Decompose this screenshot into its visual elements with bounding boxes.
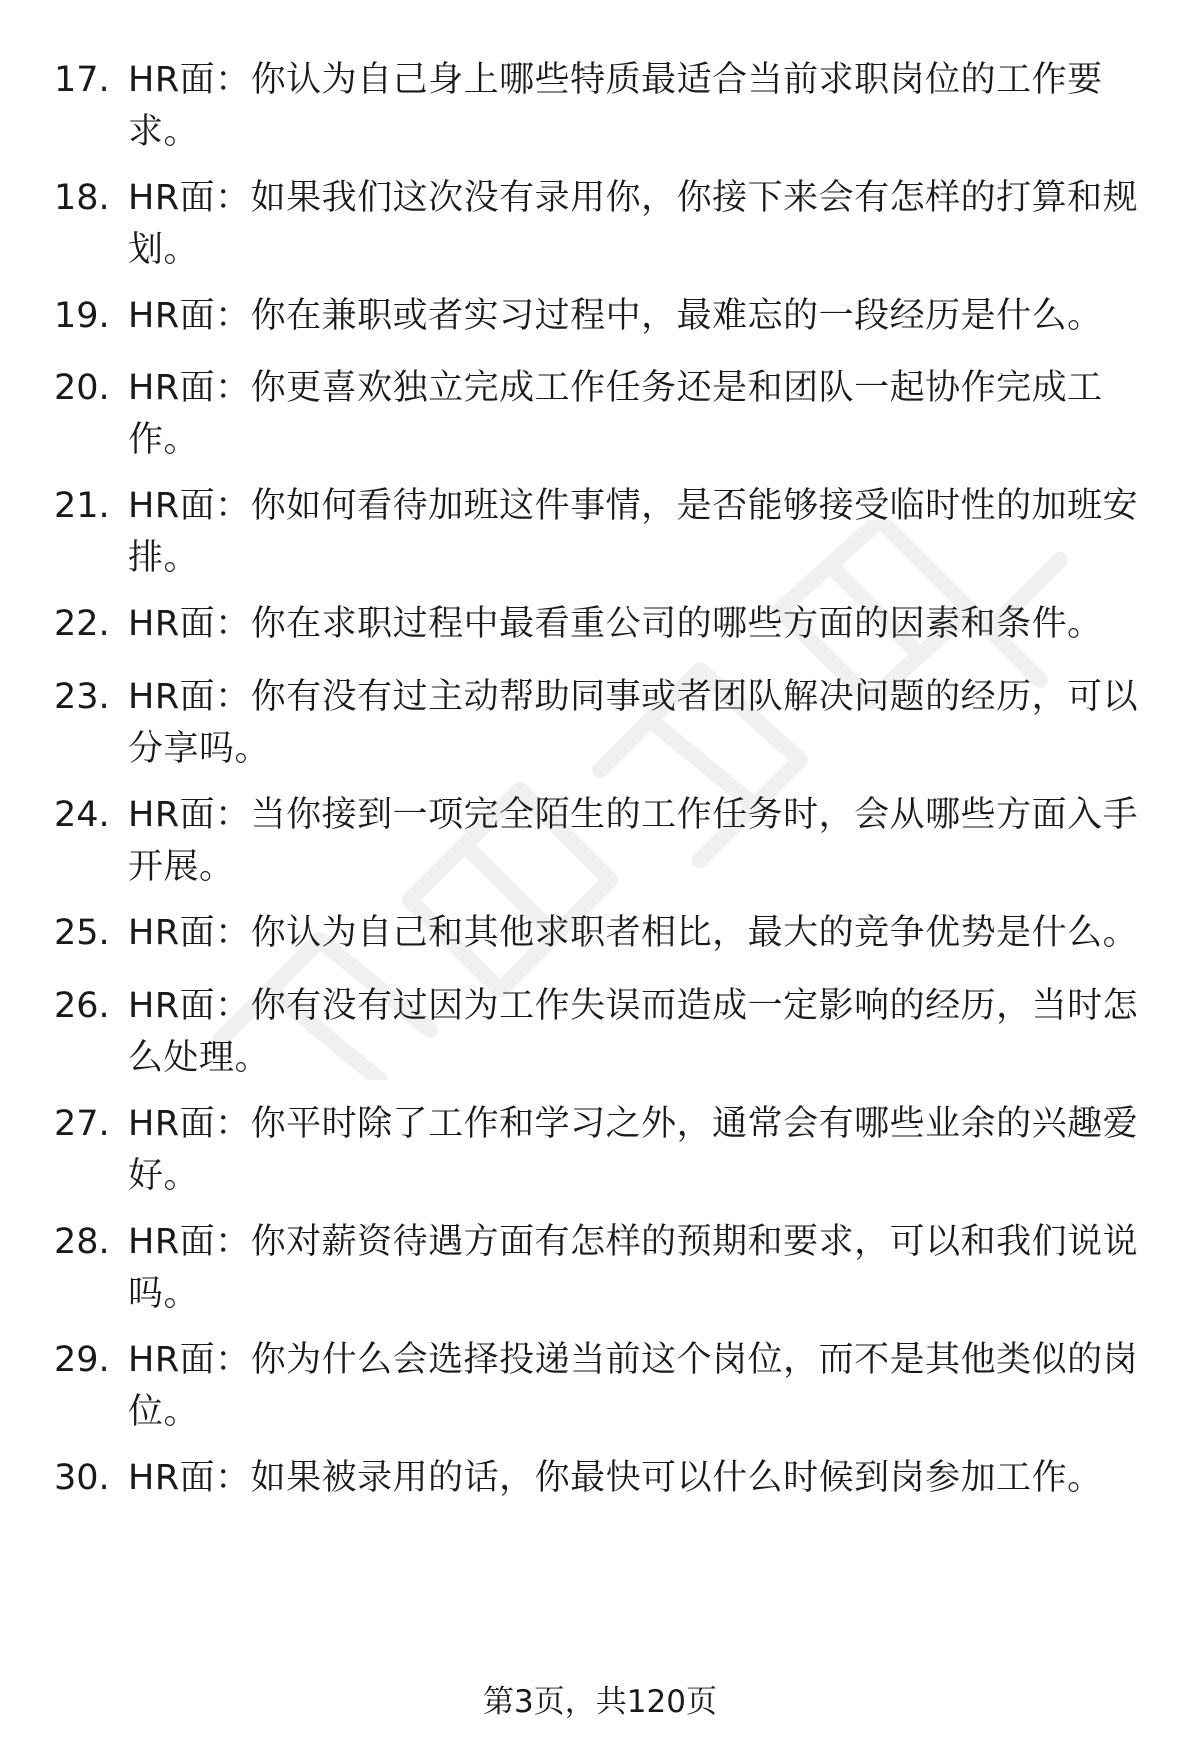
question-number: 24. — [54, 795, 110, 835]
question-number: 23. — [54, 677, 110, 717]
question-number: 18. — [54, 178, 110, 218]
question-text: HR面：你有没有过因为工作失误而造成一定影响的经历，当时怎么处理。 — [128, 986, 1139, 1078]
question-text: HR面：你认为自己和其他求职者相比，最大的竞争优势是什么。 — [128, 913, 1139, 953]
question-number: 28. — [54, 1222, 110, 1262]
question-text: HR面：如果我们这次没有录用你，你接下来会有怎样的打算和规划。 — [128, 178, 1139, 270]
question-number: 30. — [54, 1458, 110, 1498]
question-text: HR面：如果被录用的话，你最快可以什么时候到岗参加工作。 — [128, 1458, 1103, 1498]
question-text: HR面：你在求职过程中最看重公司的哪些方面的因素和条件。 — [128, 604, 1103, 644]
question-number: 19. — [54, 296, 110, 336]
question-text: HR面：你平时除了工作和学习之外，通常会有哪些业余的兴趣爱好。 — [128, 1104, 1139, 1196]
question-number: 25. — [54, 913, 110, 953]
page-footer: 第3页，共120页 — [483, 1684, 717, 1720]
question-text: HR面：你在兼职或者实习过程中，最难忘的一段经历是什么。 — [128, 296, 1103, 336]
question-number: 29. — [54, 1340, 110, 1380]
question-text: HR面：你更喜欢独立完成工作任务还是和团队一起协作完成工作。 — [128, 368, 1103, 460]
question-text: HR面：你认为自己身上哪些特质最适合当前求职岗位的工作要求。 — [128, 60, 1103, 152]
question-number: 21. — [54, 486, 110, 526]
question-number: 22. — [54, 604, 110, 644]
question-text: HR面：你对薪资待遇方面有怎样的预期和要求，可以和我们说说吗。 — [128, 1222, 1139, 1314]
question-text: HR面：当你接到一项完全陌生的工作任务时，会从哪些方面入手开展。 — [128, 795, 1139, 887]
question-number: 27. — [54, 1104, 110, 1144]
question-text: HR面：你有没有过主动帮助同事或者团队解决问题的经历，可以分享吗。 — [128, 677, 1139, 769]
question-number: 26. — [54, 986, 110, 1026]
question-number: 17. — [54, 60, 110, 100]
question-text: HR面：你为什么会选择投递当前这个岗位，而不是其他类似的岗位。 — [128, 1340, 1139, 1432]
question-text: HR面：你如何看待加班这件事情，是否能够接受临时性的加班安排。 — [128, 486, 1139, 578]
question-number: 20. — [54, 368, 110, 408]
